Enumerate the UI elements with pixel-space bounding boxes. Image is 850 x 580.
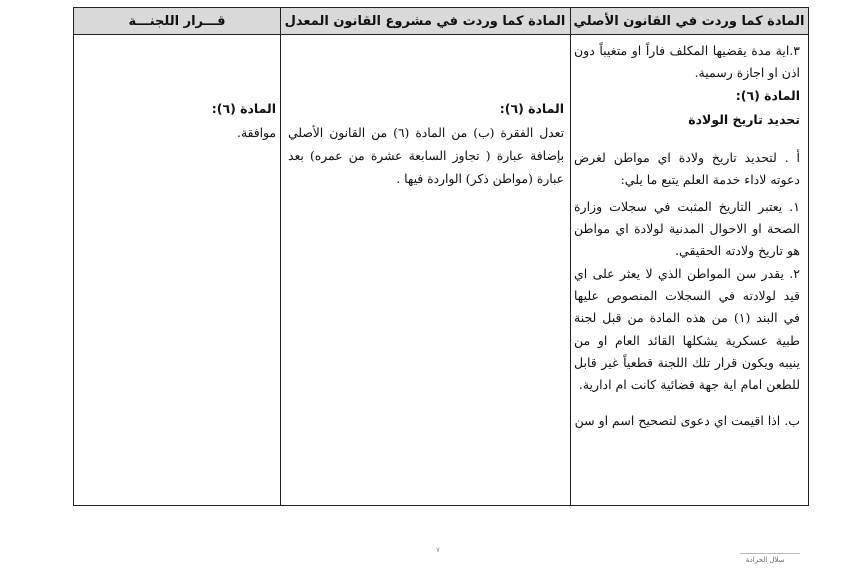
footer-mark: سلال الحرادة: [746, 556, 785, 564]
header-original: المادة كما وردت في القانون الأصلي: [573, 14, 805, 29]
original-item-2: ٢. يقدر سن المواطن الذي لا يعثر على اي قيد لولادته في السجلات المنصوص عليها في البند (١) من هذه المادة من قبل لجنة طبية عسكرية يشكلها القائد العام او من ينيبه ويكون قرار تلك اللجنة قطعياً غير قابل للطعن امام اية جهة قضائية كانت ام ادارية.: [574, 265, 800, 393]
decision-article-heading: المادة (٦):: [211, 101, 276, 116]
committee-decision-cell: [74, 35, 280, 505]
header-decision: قـــرار اللجنـــة: [128, 14, 226, 29]
table-body: [74, 35, 808, 505]
original-para-a: أ . لتحديد تاريخ ولادة اي مواطن لغرض دعوته لاداء خدمة العلم يتبع ما يلي:: [574, 150, 800, 188]
amended-law-cell: [280, 35, 570, 505]
amended-law-text: [288, 97, 564, 191]
amended-body: تعدل الفقرة (ب) من المادة (٦) من القانون الأصلي بإضافة عبارة ( تجاوز السابعة عشرة من عمره) بعد عبارة (مواطن ذكر) الواردة فيها .: [288, 126, 564, 186]
original-subheading: تحديد تاريخ الولادة: [688, 111, 800, 127]
original-para-1: ٣.اية مدة يقضيها المكلف فاراً او متغيباً دون اذن او اجازة رسمية.: [574, 43, 800, 81]
table-header: [74, 8, 808, 35]
footer-divider: [740, 553, 800, 554]
original-para-b: ب. اذا اقيمت اي دعوى لتصحيح اسم او سن: [574, 413, 800, 429]
original-article-heading: المادة (٦):: [735, 87, 800, 103]
decision-body: موافقة.: [237, 126, 276, 140]
original-law-cell: [570, 35, 808, 505]
amended-article-heading: المادة (٦):: [499, 101, 564, 116]
committee-decision-text: [84, 97, 276, 145]
comparison-table: [73, 7, 809, 506]
original-item-1: ١. يعتبر التاريخ المثبت في سجلات وزارة الصحة او الاحوال المدنية لولادة اي مواطن هو تاريخ ولادته الحقيقي.: [574, 198, 800, 259]
original-law-text: [574, 40, 800, 433]
page-number: ٧: [436, 546, 440, 554]
header-amended: المادة كما وردت في مشروع القانون المعدل: [284, 14, 566, 29]
